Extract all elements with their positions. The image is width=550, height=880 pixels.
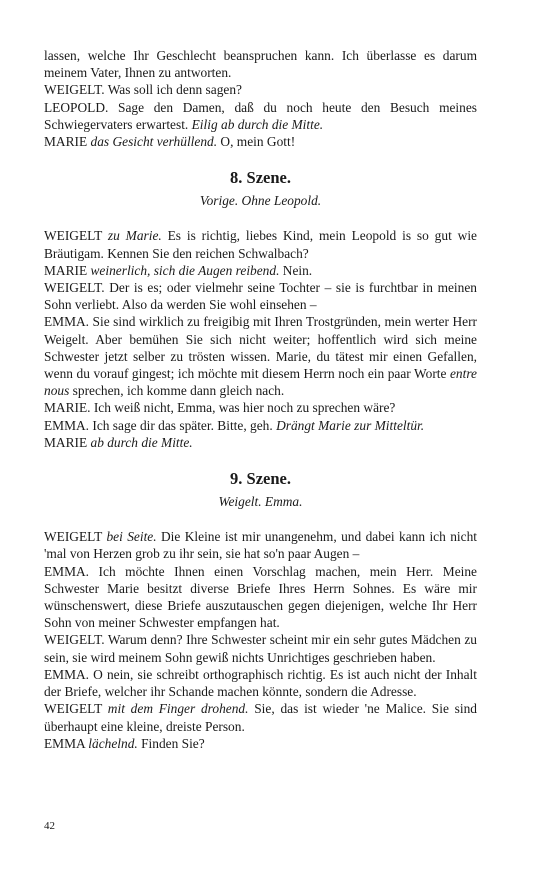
- stage-direction: ab durch die Mitte.: [90, 434, 193, 450]
- dialogue-paragraph: [44, 399, 477, 416]
- dialogue-text: EMMA: [44, 735, 89, 751]
- stage-direction: mit dem Finger drohend.: [107, 701, 249, 717]
- dialogue-paragraph: [44, 666, 477, 700]
- dialogue-paragraph: [44, 434, 477, 451]
- scene-section: [44, 168, 477, 451]
- dialogue-text: Es is richtig, liebes Kind, mein Leopold is so gut wie Bräutigam. Kennen Sie den reichen Schwalbach?: [44, 228, 477, 261]
- page-number: 42: [44, 820, 55, 832]
- dialogue-paragraph: [44, 563, 477, 632]
- scene-cast: Weigelt. Emma.: [218, 494, 303, 510]
- dialogue-text: EMMA. Ich sage dir das später. Bitte, geh.: [44, 417, 277, 433]
- dialogue-paragraph: [44, 227, 477, 261]
- dialogue-paragraph: [44, 279, 477, 313]
- dialogue-text: MARIE: [44, 262, 91, 278]
- stage-direction: entre nous: [44, 366, 477, 399]
- dialogue-paragraph: [44, 417, 477, 434]
- dialogue-text: Finden Sie?: [137, 735, 205, 751]
- dialogue-text: EMMA. O nein, sie schreibt orthographisch richtig. Es ist auch nicht der Inhalt der Briefe, welcher ihr Schande machen könnte, sondern die Adresse.: [44, 666, 477, 700]
- dialogue-paragraph: [44, 735, 477, 752]
- scene-title: 8. Szene.: [230, 168, 291, 188]
- dialogue-text: WEIGELT. Was soll ich denn sagen?: [44, 82, 242, 98]
- dialogue-paragraph: [44, 700, 477, 734]
- dialogue-paragraph: [44, 81, 477, 98]
- dialogue-text: LEOPOLD. Sage den Damen, daß du noch heute den Besuch meines Schwiegervaters erwartest.: [44, 99, 477, 132]
- scene-section: [44, 469, 477, 752]
- dialogue-paragraph: [44, 262, 477, 279]
- dialogue-text: WEIGELT. Der is es; oder vielmehr seine Tochter – sie is furchtbar in meinen Sohn verliebt. Also da werden Sie wohl einsehen –: [44, 280, 477, 313]
- dialogue-text: sprechen, ich komme dann gleich nach.: [69, 383, 285, 399]
- stage-direction: weinerlich, sich die Augen reibend.: [90, 262, 280, 278]
- dialogue-text: WEIGELT: [44, 701, 108, 717]
- stage-direction: Drängt Marie zur Mitteltür.: [276, 417, 425, 433]
- stage-direction: das Gesicht verhüllend.: [90, 134, 218, 150]
- dialogue-paragraph: [44, 99, 477, 133]
- dialogue-text: MARIE. Ich weiß nicht, Emma, was hier noch zu sprechen wäre?: [44, 400, 396, 416]
- dialogue-text: EMMA. Ich möchte Ihnen einen Vorschlag machen, mein Herr. Meine Schwester Marie besitzt diverse Briefe Ihres Herrn Sohnes. Es wäre mir wünschenswert, diese Briefe auszutauschen gegen diejenigen, welche Ihr Herr Sohn von meiner Schwester empfangen hat.: [44, 563, 477, 631]
- dialogue-text: MARIE: [44, 134, 91, 150]
- dialogue-text: lassen, welche Ihr Geschlecht beanspruchen kann. Ich überlasse es darum meinem Vater, Ihnen zu antworten.: [44, 48, 477, 81]
- page-body: [44, 47, 477, 752]
- stage-direction: bei Seite.: [106, 529, 157, 545]
- dialogue-text: WEIGELT. Warum denn? Ihre Schwester scheint mir ein sehr gutes Mädchen zu sein, sie wird meinem Sohn gewiß nichts Unrichtiges geschrieben haben.: [44, 632, 477, 665]
- dialogue-text: WEIGELT: [44, 228, 108, 244]
- scene-cast: Vorige. Ohne Leopold.: [199, 193, 322, 209]
- stage-direction: zu Marie.: [107, 228, 162, 244]
- dialogue-paragraph: [44, 313, 477, 399]
- stage-direction: lächelnd.: [88, 735, 138, 751]
- dialogue-text: Sie, das ist wieder 'ne Malice. Sie sind überhaupt eine kleine, dreiste Person.: [44, 701, 478, 734]
- dialogue-paragraph: [44, 47, 477, 81]
- dialogue-text: WEIGELT: [44, 529, 107, 545]
- dialogue-paragraph: [44, 133, 477, 150]
- dialogue-text: O, mein Gott!: [217, 134, 296, 150]
- dialogue-text: MARIE: [44, 434, 91, 450]
- scene-title: 9. Szene.: [230, 469, 291, 489]
- dialogue-text: EMMA. Sie sind wirklich zu freigibig mit Ihren Trostgründen, mein werter Herr Weigelt. Aber bemühen Sie sich nicht weiter; hoffentlich wird sich meine Schwester jetzt selber zu trösten wissen. Marie, du tätest mir einen Gefallen, wenn du vorauf gingest; ich möchte mit diesem Herrn noch ein paar Worte: [44, 314, 477, 382]
- intro-text: [44, 47, 477, 150]
- dialogue-text: Nein.: [279, 262, 313, 278]
- stage-direction: Eilig ab durch die Mitte.: [191, 116, 324, 132]
- dialogue-text: Die Kleine ist mir unangenehm, und dabei kann ich nicht 'mal von Herzen grob zu ihr sein, sie hat so'n paar Augen –: [44, 529, 478, 562]
- dialogue-paragraph: [44, 528, 477, 562]
- scenes: [44, 168, 477, 752]
- dialogue-paragraph: [44, 631, 477, 665]
